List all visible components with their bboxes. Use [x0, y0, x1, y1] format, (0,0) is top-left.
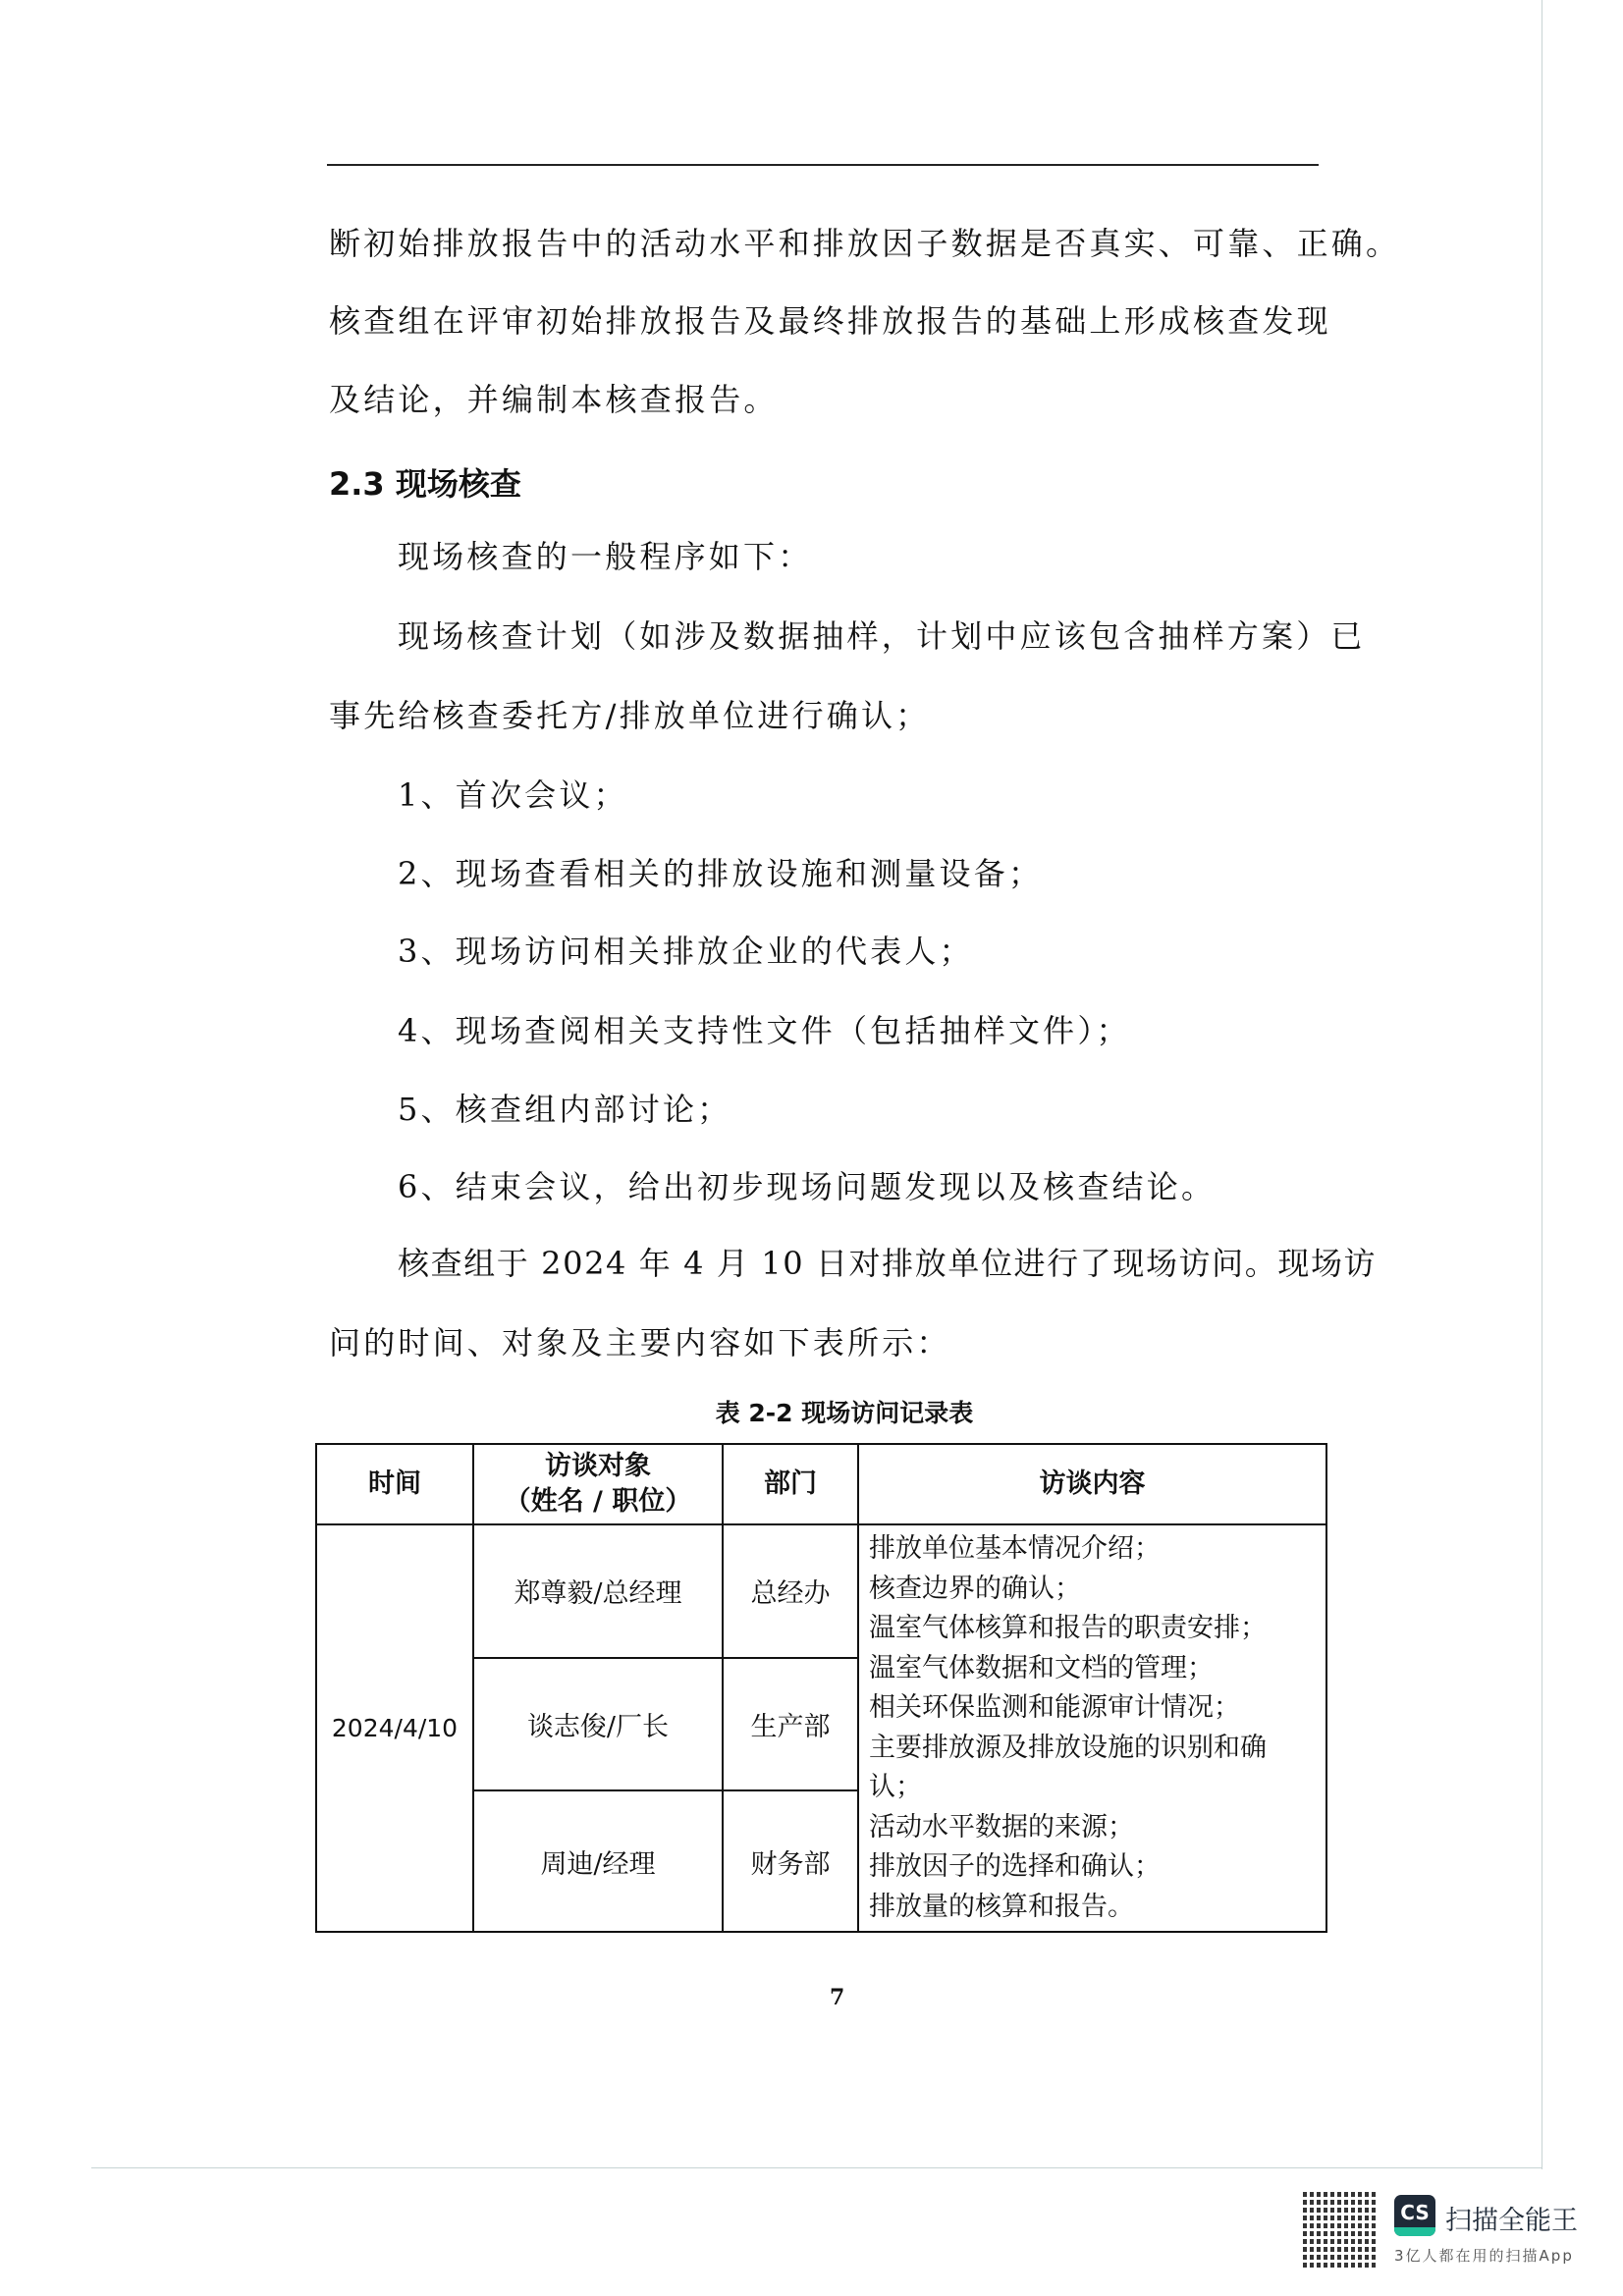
- qr-code-icon: [1303, 2191, 1378, 2268]
- section-heading: 2.3 现场核查: [329, 465, 521, 503]
- content-line: 排放单位基本情况介绍；: [869, 1533, 1161, 1564]
- scanner-brand: 扫描全能王: [1445, 2206, 1578, 2236]
- person-cell: 谈志俊/厂长: [473, 1658, 723, 1791]
- scan-border-bottom: [91, 2167, 1542, 2168]
- content-line: 排放因子的选择和确认；: [869, 1851, 1161, 1882]
- content-line: 相关环保监测和能源审计情况；: [869, 1692, 1240, 1723]
- header-interviewee: [473, 1444, 723, 1524]
- dept-cell: 总经办: [723, 1524, 858, 1658]
- header-dept: 部门: [723, 1444, 858, 1524]
- header-rule: [327, 164, 1319, 166]
- content-line: 活动水平数据的来源；: [869, 1811, 1134, 1842]
- date-cell: 2024/4/10: [316, 1524, 473, 1932]
- content-line: 排放量的核算和报告。: [869, 1891, 1134, 1922]
- list-item: 5、核查组内部讨论；: [398, 1091, 732, 1128]
- content-line: 主要排放源及排放设施的识别和确: [869, 1732, 1267, 1763]
- content-line: 核查边界的确认；: [869, 1573, 1081, 1604]
- table-header-row: [316, 1444, 1326, 1524]
- table-caption: 表 2-2 现场访问记录表: [715, 1399, 974, 1427]
- body-line: 问的时间、对象及主要内容如下表所示：: [329, 1324, 951, 1362]
- scanner-slogan: 3亿人都在用的扫描App: [1394, 2247, 1574, 2265]
- camscanner-logo-icon: CS: [1394, 2195, 1435, 2236]
- dept-cell: 财务部: [723, 1790, 858, 1932]
- content-line: 温室气体核算和报告的职责安排；: [869, 1613, 1267, 1643]
- list-item: 4、现场查阅相关支持性文件（包括抽样文件）；: [398, 1012, 1131, 1049]
- content-line: 认；: [869, 1772, 922, 1802]
- list-item: 2、现场查看相关的排放设施和测量设备；: [398, 855, 1044, 892]
- page-number: 7: [830, 1985, 845, 2010]
- body-line: 核查组于 2024 年 4 月 10 日对排放单位进行了现场访问。现场访: [398, 1245, 1378, 1282]
- person-cell: 周迪/经理: [473, 1790, 723, 1932]
- list-item: 3、现场访问相关排放企业的代表人；: [398, 933, 974, 970]
- dept-cell: 生产部: [723, 1658, 858, 1791]
- header-time: 时间: [316, 1444, 473, 1524]
- header-interviewee-line2: （姓名 / 职位）: [504, 1486, 692, 1517]
- interview-table: [315, 1443, 1327, 1933]
- list-item: 1、首次会议；: [398, 776, 628, 814]
- paragraph-line: 核查组在评审初始排放报告及最终排放报告的基础上形成核查发现: [329, 302, 1331, 340]
- body-line: 现场核查计划（如涉及数据抽样，计划中应该包含抽样方案）已: [398, 617, 1366, 655]
- paragraph-line: 及结论，并编制本核查报告。: [329, 381, 779, 418]
- body-line: 现场核查的一般程序如下：: [398, 538, 813, 575]
- body-line: 事先给核查委托方/排放单位进行确认；: [329, 697, 931, 734]
- list-item: 6、结束会议，给出初步现场问题发现以及核查结论。: [398, 1168, 1217, 1205]
- person-cell: 郑尊毅/总经理: [473, 1524, 723, 1658]
- header-interviewee-line1: 访谈对象: [545, 1451, 651, 1481]
- content-cell: [858, 1524, 1326, 1932]
- paragraph-line: 断初始排放报告中的活动水平和排放因子数据是否真实、可靠、正确。: [329, 225, 1401, 262]
- header-content: 访谈内容: [858, 1444, 1326, 1524]
- table-row: [316, 1524, 1326, 1658]
- content-line: 温室气体数据和文档的管理；: [869, 1652, 1214, 1683]
